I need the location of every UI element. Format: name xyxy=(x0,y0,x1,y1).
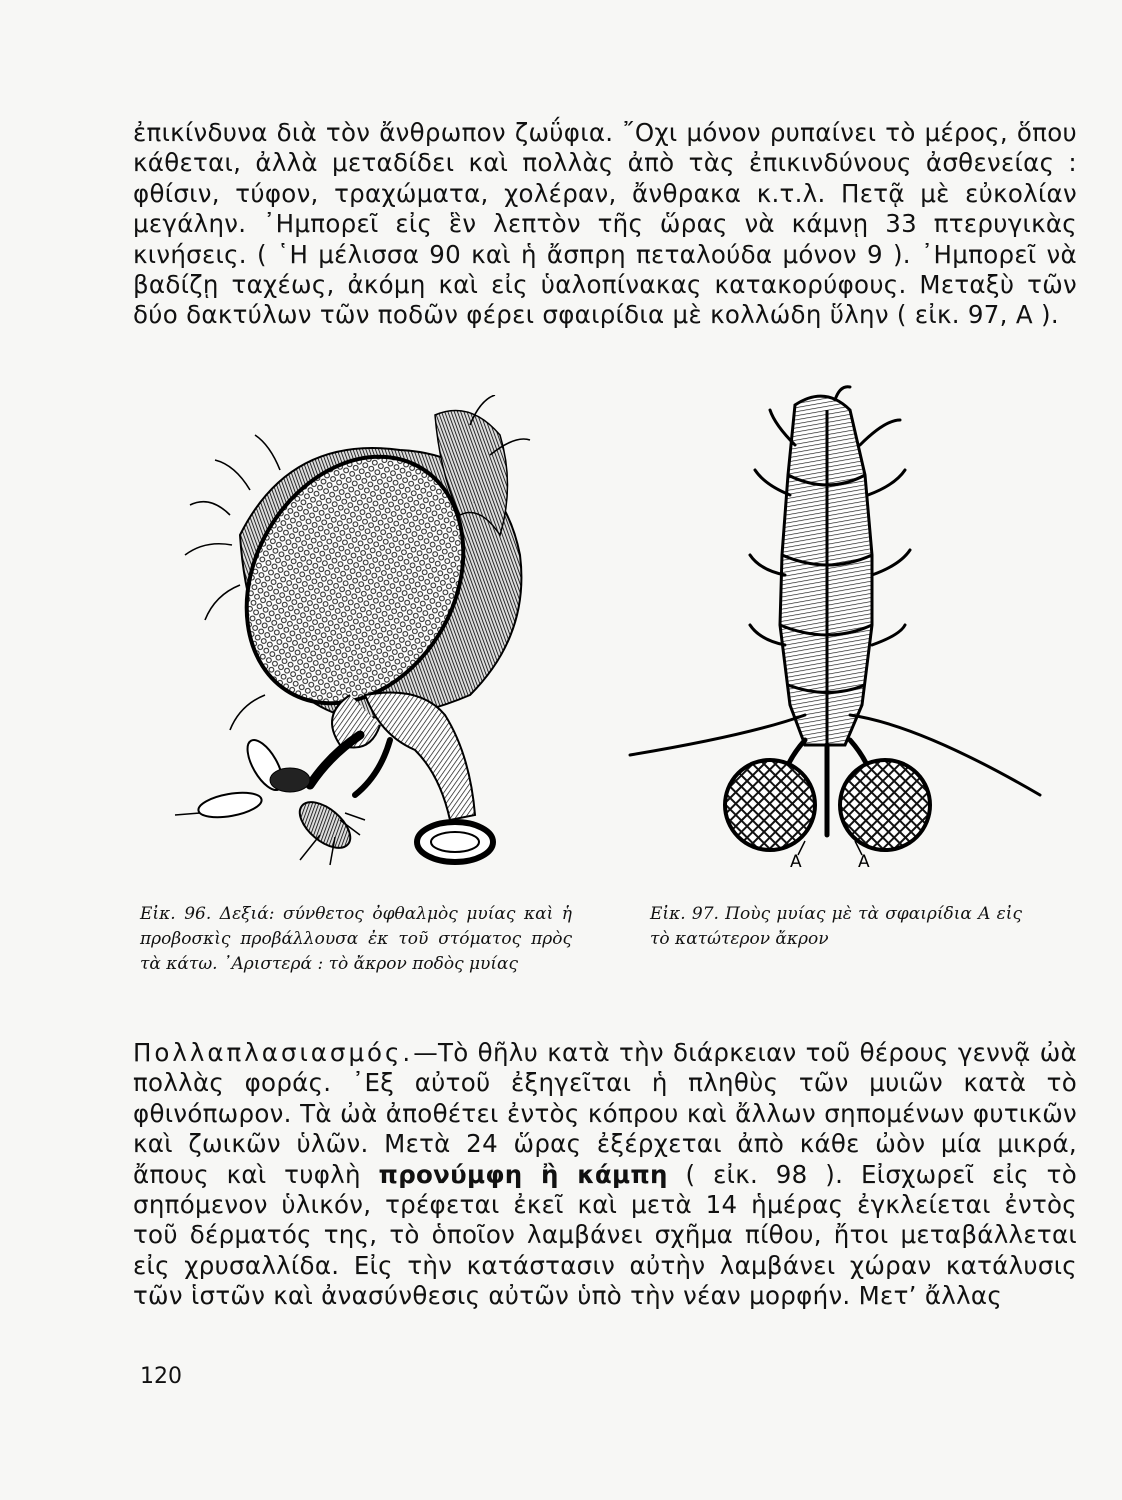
figure-96-caption: Εἰκ. 96. Δεξιά: σύνθετος ὀφθαλμὸς μυίας καὶ ἡ προβοσκὶς προβάλλουσα ἐκ τοῦ στόματος πρὸς τὰ κάτω. ᾿Αριστερά : τὸ ἄκρον ποδὸς μυίας xyxy=(140,904,572,974)
body-paragraph-1: ἐπικίνδυνα διὰ τὸν ἄνθρωπον ζωΰφια. ῎Οχι μόνον ρυπαίνει τὸ μέρος, ὅπου κάθεται, ἀλλὰ μεταδίδει καὶ πολλὰς ἀπὸ τὰς ἐπικινδύνους ἀσθενείας : φθίσιν, τύφον, τραχώματα, χολέραν, ἄνθρακα κ.τ.λ. Πετᾷ μὲ εὐκολίαν μεγάλην. ᾿Ημπορεῖ εἰς ἓν λεπτὸν τῆς ὥρας νὰ κάμνῃ 33 πτερυγικὰς κινήσεις. ( ῾Η μέλισσα 90 καὶ ἡ ἄσπρη πεταλούδα μόνον 9 ). ᾿Ημπορεῖ νὰ βαδίζῃ ταχέως, ἀκόμη καὶ εἰς ὑαλοπίνακας κατακορύφους. Μεταξὺ τῶν δύο δακτύλων τῶν ποδῶν φέρει σφαιρίδια μὲ κολλώδη ὕλην ( εἰκ. 97, Α ). xyxy=(133,118,1077,330)
label-a-right: Α xyxy=(858,852,870,872)
section-heading-reproduction: Πολλαπλασιασμός. xyxy=(133,1038,414,1067)
paragraph-2-text-b: ( εἰκ. 98 ). Εἰσχωρεῖ εἰς τὸ σηπόμενον ὑλικόν, τρέφεται ἐκεῖ καὶ μετὰ 14 ἡμέρας ἐγκλείεται ἐντὸς τοῦ δέρματός της, τὸ ὁποῖον λαμβάνει σχῆμα πίθου, ἤτοι μεταβάλλεται εἰς χρυσαλλίδα. Εἰς τὴν κατάστασιν αὐτὴν λαμβάνει χώραν κατάλυσις τῶν ἱστῶν καὶ ἀνασύνθεσις αὐτῶν ὑπὸ τὴν νέαν μορφήν. Μετ’ ἄλλας xyxy=(133,1159,1077,1311)
figure-97-fly-foot xyxy=(600,385,1050,880)
label-a-left: Α xyxy=(790,852,802,872)
page-number: 120 xyxy=(140,1364,182,1389)
body-paragraph-2 xyxy=(133,1038,1077,1312)
figure-97-caption: Εἰκ. 97. Ποὺς μυίας μὲ τὰ σφαιρίδια Α εἰς τὸ κατώτερον ἄκρον xyxy=(650,904,1022,949)
paragraph-2-text-a: —Τὸ θῆλυ κατὰ τὴν διάρκειαν τοῦ θέρους γεννᾷ ὠὰ πολλὰς φοράς. ᾿Εξ αὐτοῦ ἐξηγεῖται ἡ πληθὺς τῶν μυιῶν κατὰ τὸ φθινόπωρον. Τὰ ὠὰ ἀποθέτει ἐντὸς κόπρου καὶ ἄλλων σηπομένων φυτικῶν καὶ ζωικῶν ὑλῶν. Μετὰ 24 ὥρας ἐξέρχεται ἀπὸ κάθε ὠὸν μία μικρά, ἄπους καὶ τυφλὴ xyxy=(133,1038,1077,1189)
bold-term-larva: προνύμφη ἢ κάμπη xyxy=(378,1159,668,1189)
compound-eye-illustration xyxy=(170,395,550,880)
fly-foot-illustration xyxy=(600,385,1050,880)
figure-96-fly-eye-and-proboscis xyxy=(170,395,550,880)
